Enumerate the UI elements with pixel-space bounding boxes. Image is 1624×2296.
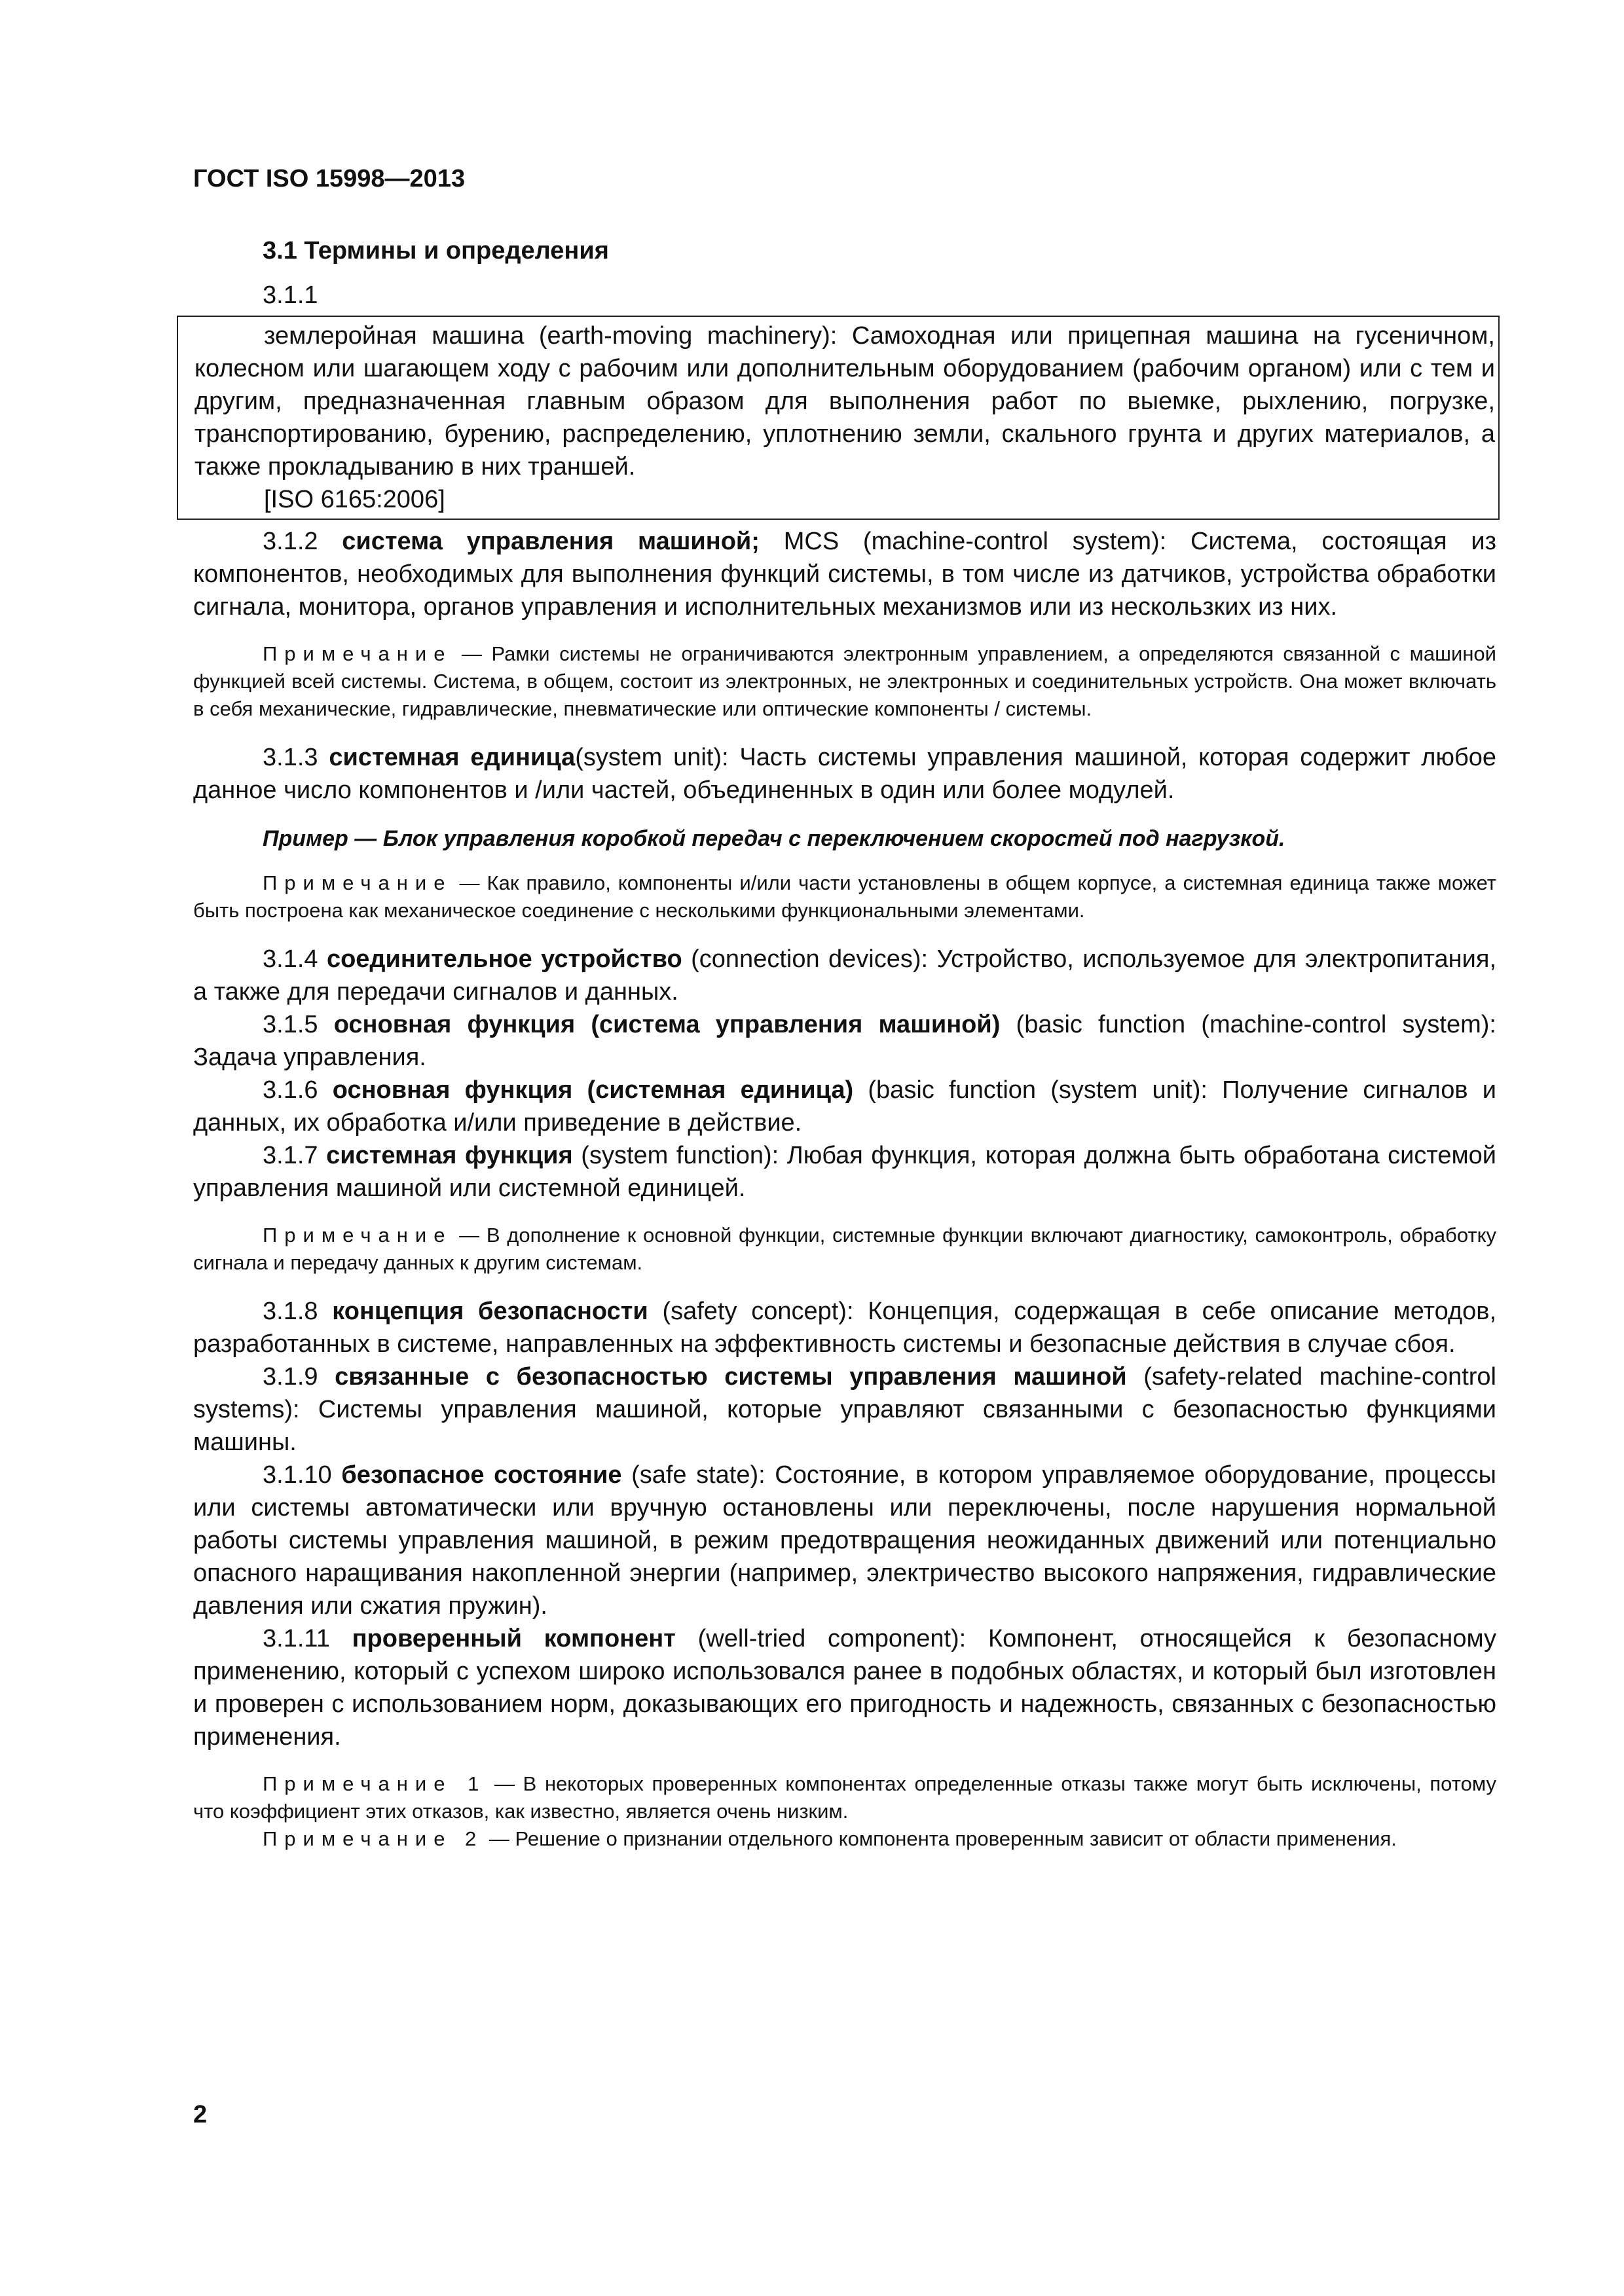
- term-3-1-7: [193, 1139, 1496, 1205]
- term-definition: (basic function (machine-control system): Задача управления.: [193, 1011, 1496, 1071]
- term-3-1-2: [193, 525, 1496, 623]
- term-3-1-6: [193, 1074, 1496, 1139]
- term-number: 3.1.4: [263, 945, 318, 973]
- term-number: 3.1.9: [263, 1363, 318, 1391]
- document-header: ГОСТ ISO 15998—2013: [193, 165, 466, 192]
- note-3-1-2: [193, 640, 1496, 723]
- term-3-1-10: [193, 1459, 1496, 1622]
- term-3-1-5: [193, 1008, 1496, 1074]
- term-number: 3.1.10: [263, 1461, 332, 1489]
- note-3-1-11-2: [193, 1825, 1496, 1853]
- term-name: безопасное состояние: [341, 1461, 622, 1489]
- term-name: связанные с безопасностью системы управления машиной: [335, 1363, 1127, 1391]
- term-number: 3.1.2: [263, 528, 318, 555]
- term-3-1-9: [193, 1360, 1496, 1459]
- term-3-1-1-source: [ISO 6165:2006]: [264, 486, 445, 513]
- term-definition: (safe state): Состояние, в котором управляемое оборудование, процессы или системы автоматически или вручную остановлены или переключены, после нарушения нормальной работы системы управления машиной, в режим предотвращения неожиданных движений или потенциально опасного наращивания накопленной энергии (например, электричество высокого напряжения, гидравлические давления или сжатия пружин).: [193, 1461, 1496, 1620]
- note-label: Примечание: [263, 642, 452, 665]
- note-label: Примечание 1: [263, 1772, 487, 1795]
- term-3-1-4: [193, 943, 1496, 1008]
- term-definition: (safety concept): Концепция, содержащая в себе описание методов, разработанных в системе, направленных на эффективность системы и безопасные действия в случае сбоя.: [193, 1298, 1496, 1358]
- term-definition: (safety-related machine-control systems): Системы управления машиной, которые управляют связанными с безопасностью функциями машины.: [193, 1363, 1496, 1456]
- document-page: [193, 162, 1496, 1871]
- note-label: Примечание: [263, 871, 452, 894]
- term-3-1-1-number: 3.1.1: [263, 282, 318, 309]
- note-3-1-7: [193, 1222, 1496, 1277]
- term-definition: MCS (machine-control system): Система, состоящая из компонентов, необходимых для выполнения функций системы, в том числе из датчиков, устройства обработки сигнала, монитора, органов управления и исполнительных механизмов или из нескользких из них.: [193, 528, 1497, 621]
- page-number: 2: [193, 2101, 208, 2128]
- note-text: — Решение о признании отдельного компонента проверенным зависит от области применения.: [483, 1827, 1397, 1850]
- term-number: 3.1.8: [263, 1298, 318, 1325]
- term-name: системная единица: [329, 744, 576, 771]
- note-text: — В дополнение к основной функции, системные функции включают диагностику, самоконтроль, обработку сигнала и передачу данных к другим системам.: [193, 1224, 1496, 1274]
- note-3-1-11-1: [193, 1770, 1496, 1825]
- term-name: соединительное устройство: [326, 945, 682, 973]
- term-name: концепция безопасности: [332, 1298, 648, 1325]
- term-name: система управления машиной;: [342, 528, 760, 555]
- section-title: 3.1 Термины и определения: [263, 237, 609, 264]
- term-3-1-8: [193, 1295, 1496, 1360]
- note-text: — В некоторых проверенных компонентах определенные отказы также могут быть исключены, потому что коэффициент этих отказов, как известно, является очень низким.: [193, 1772, 1496, 1823]
- term-number: 3.1.3: [263, 744, 318, 771]
- note-text: — Рамки системы не ограничиваются электронным управлением, а определяются связанной с машиной функцией всей системы. Система, в общем, состоит из электронных, не электронных и соединительных устройств. Она может включать в себя механические, гидравлические, пневматические или оптические компоненты / системы.: [193, 642, 1496, 720]
- note-3-1-3: [193, 869, 1496, 924]
- term-number: 3.1.6: [263, 1076, 318, 1104]
- term-3-1-3: [193, 741, 1496, 807]
- term-3-1-11: [193, 1622, 1496, 1753]
- term-name: системная функция: [326, 1142, 573, 1169]
- term-definition: (system function): Любая функция, которая должна быть обработана системой управления машиной или системной единицей.: [193, 1142, 1496, 1202]
- term-number: 3.1.5: [263, 1011, 318, 1038]
- term-number: 3.1.11: [263, 1625, 330, 1652]
- term-definition: (connection devices): Устройство, используемое для электропитания, а также для передачи сигналов и данных.: [193, 945, 1497, 1006]
- note-label: Примечание: [263, 1224, 452, 1247]
- term-name: основная функция (система управления машиной): [333, 1011, 1001, 1038]
- term-definition: (basic function (system unit): Получение сигналов и данных, их обработка и/или приведение в действие.: [193, 1076, 1496, 1137]
- term-definition: (system unit): Часть системы управления машиной, которая содержит любое данное число компонентов и /или частей, объединенных в один или более модулей.: [193, 744, 1496, 804]
- term-name: проверенный компонент: [352, 1625, 676, 1652]
- example-3-1-3: Пример — Блок управления коробкой передач с переключением скоростей под нагрузкой.: [263, 826, 1285, 851]
- note-text: — Как правило, компоненты и/или части установлены в общем корпусе, а системная единица также может быть построена как механическое соединение с несколькими функциональными элементами.: [193, 871, 1496, 922]
- term-definition: (well-tried component): Компонент, относящейся к безопасному применению, который с успехом широко использовался ранее в подобных областях, и который был изготовлен и проверен с использованием норм, доказывающих его пригодность и надежность, связанных с безопасностью применения.: [193, 1625, 1497, 1751]
- term-name: основная функция (системная единица): [332, 1076, 854, 1104]
- term-3-1-1-box: [177, 316, 1500, 520]
- term-3-1-1-definition: землеройная машина (earth-moving machinery): Самоходная или прицепная машина на гусеничном, колесном или шагающем ходу с рабочим или дополнительным оборудованием (рабочим органом) или с тем и другим, предназначенная главным образом для выполнения работ по выемке, рыхлению, погрузке, транспортированию, бурению, распределению, уплотнению земли, скального грунта и других материалов, а также прокладыванию в них траншей.: [194, 322, 1495, 481]
- note-label: Примечание 2: [263, 1827, 484, 1850]
- term-number: 3.1.7: [263, 1142, 318, 1169]
